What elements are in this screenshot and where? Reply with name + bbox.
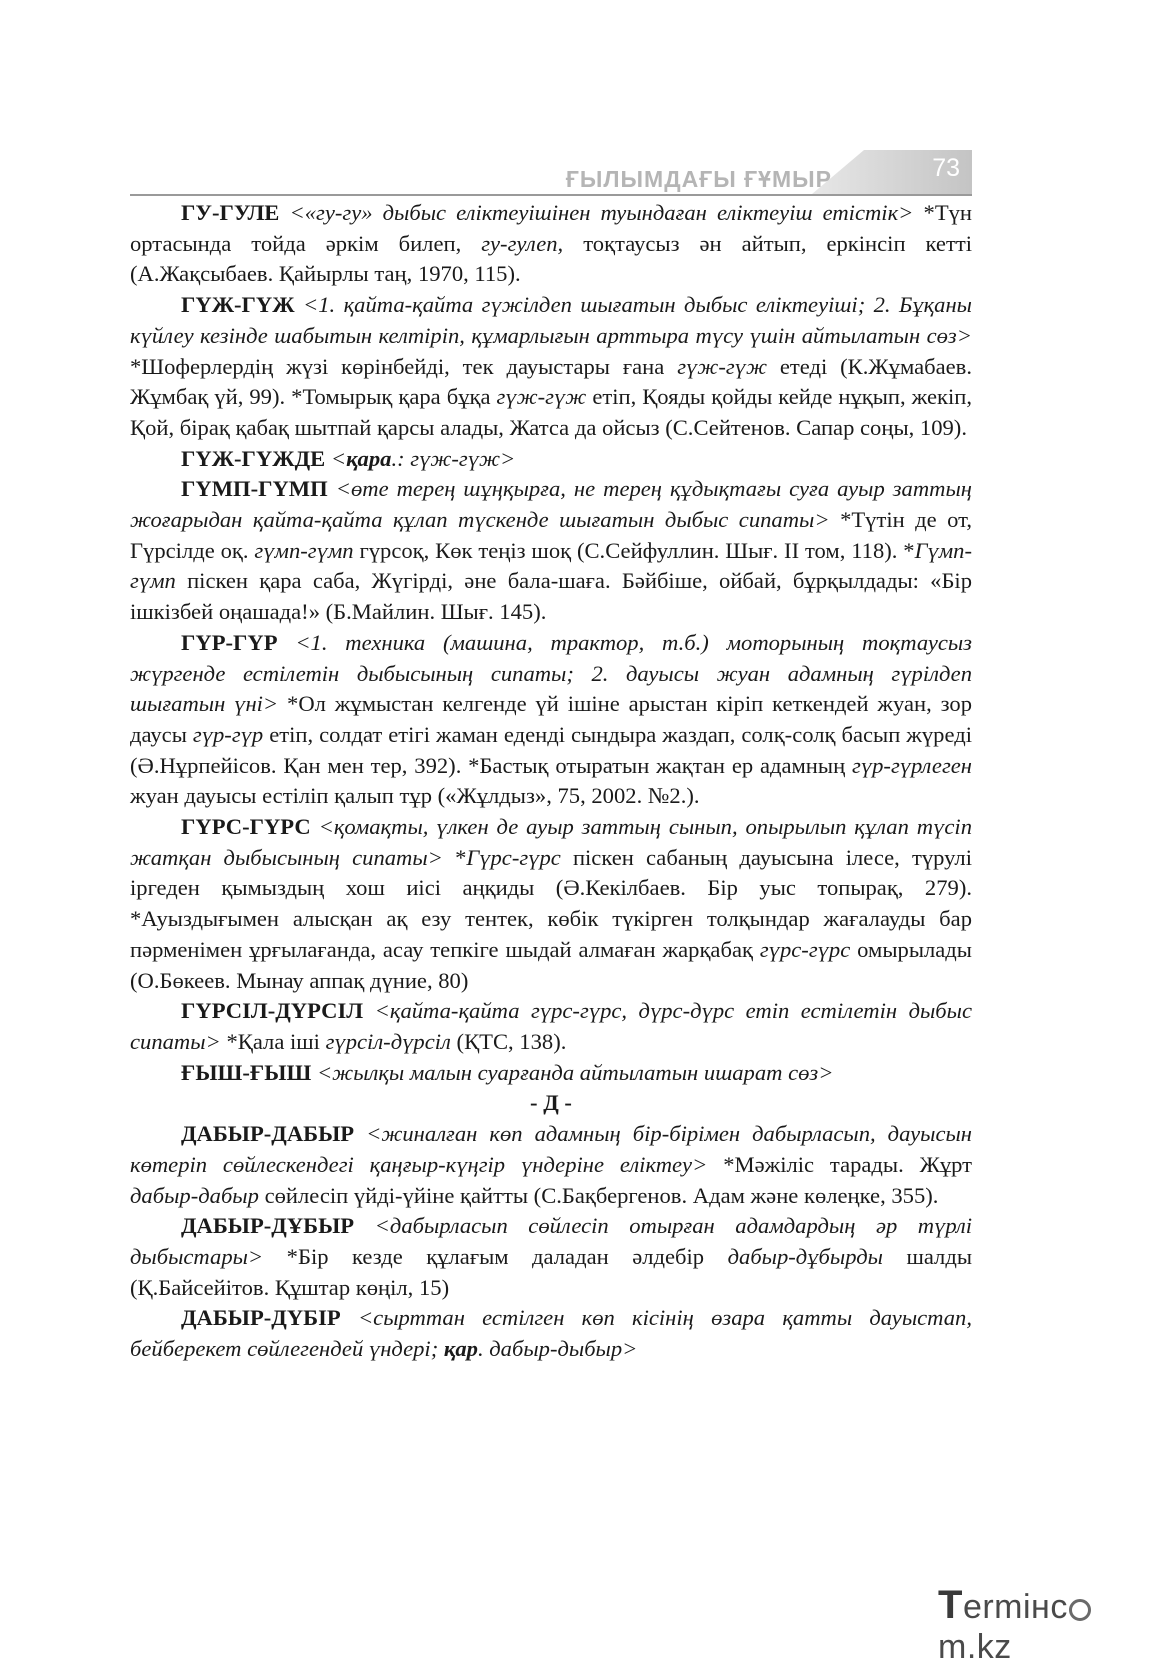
headword: ДАБЫР-ДАБЫР	[181, 1121, 355, 1147]
entry-gur-gur	[130, 628, 972, 812]
example-word: гу-гулеп,	[481, 230, 564, 256]
definition: <1. қайта-қайта гүжілдеп шығатын дыбыс еліктеуіші; 2. Бұқаны күйлеу кезінде шабытын келтіріп, құмарлығын арттыра түсу үшін айтылатын сөз>	[130, 292, 972, 348]
headword: ГҮР-ГҮР	[181, 629, 278, 655]
example-text: *Шоферлердің жүзі көрінбейді, тек дауыстары ғана	[130, 353, 665, 379]
headword: ДАБЫР-ДҮБІР	[181, 1305, 341, 1331]
running-header	[130, 150, 972, 196]
headword: ДАБЫР-ДҰБЫР	[181, 1213, 355, 1239]
headword: ГҮМП-ГҮМП	[181, 476, 328, 502]
headword: ГҮРС-ГҮРС	[181, 814, 311, 840]
definition: <жиналған көп адамның бір-бірімен дабырласып, дауысын көтеріп сөйлескендегі қаңғыр-күңгір үндеріне еліктеу>	[130, 1121, 972, 1177]
headword: ГҮЖ-ГҮЖДЕ	[181, 445, 326, 471]
example-text: етеді (К.Жұмабаев. Жұмбақ үй, 99). *Томырық қара бұқа	[130, 353, 972, 410]
example-text: шалды (Қ.Байсейітов. Құштар көңіл, 15)	[130, 1243, 973, 1300]
example-text: *Бір кезде құлағым даладан әлдебір	[286, 1243, 705, 1269]
example-text: *Түтін де от, Гүрсілде оқ.	[130, 507, 972, 563]
entry-guzh-guzh	[130, 290, 972, 444]
entry-gursil-dursil	[130, 996, 972, 1057]
logo-text-start: ermінc	[962, 1588, 1068, 1626]
entry-dabyr-dubyr	[130, 1211, 972, 1303]
example-word: гүрс-гүрс	[759, 936, 851, 962]
example-text: *Ол жұмыстан келгенде үй ішіне арыстан кіріп кеткендей жуан, зор даусы	[130, 691, 972, 747]
definition-open: <сырттан естілген көп кісінің өзара қатты дауыстап, бейберекет сөйлегендей үндері;	[130, 1305, 972, 1362]
cross-reference: қара	[346, 445, 392, 471]
headword: ҒЫШ-ҒЫШ	[181, 1059, 312, 1085]
entry-gurs-gurs	[130, 812, 972, 996]
termincom-watermark-logo	[938, 1583, 1158, 1666]
definition: <жылқы малын суарғанда айтылатын ишарат сөз>	[316, 1059, 834, 1085]
dictionary-body	[130, 198, 972, 1365]
definition: <1. техника (машина, трактор, т.б.) моторының тоқтаусыз жүргенде естілетін дыбысының сипаты; 2. дауысы жуан адамның гүрілдеп шығатын үні>	[130, 629, 972, 717]
page-number: 73	[932, 154, 960, 182]
example-word: гүрсіл-дүрсіл	[325, 1028, 451, 1054]
definition-open: <	[330, 445, 347, 471]
entry-gump-gump	[130, 474, 972, 628]
definition: <қайта-қайта гүрс-гүрс, дүрс-дүрс етіп естілетін дыбыс сипаты>	[130, 998, 972, 1054]
definition-rest: . дабыр-дыбыр>	[477, 1336, 638, 1362]
headword: ГҮРСІЛ-ДҮРСІЛ	[181, 998, 364, 1024]
entry-gu-gule	[130, 198, 972, 290]
example-word: гүр-гүрлеген	[852, 752, 972, 778]
example-word: гүмп-гүмп	[254, 537, 354, 563]
example-text: омырылады (О.Бөкеев. Мынау аппақ дүние, 80)	[130, 936, 972, 993]
logo-letter-t: T	[938, 1583, 963, 1627]
definition: <дабырласып сөйлесіп отырған адамдардың әр түрлі дыбыстары>	[130, 1213, 972, 1269]
example-word: гүж-гүж	[677, 353, 767, 379]
logo-text-end: m.kz	[938, 1628, 1012, 1666]
example-text: *Түн ортасында тойда әркім билеп,	[130, 200, 973, 256]
headword: ГУ-ГУЛЕ	[181, 200, 280, 225]
example-word: гүр-гүр	[192, 721, 264, 747]
example-word: гүж-гүж	[496, 384, 587, 410]
letter-section-heading: - Д -	[530, 1090, 572, 1116]
definition: <қомақты, үлкен де ауыр заттың сынып, опырылып құлап түсіп жатқан дыбысының сипаты>	[130, 814, 972, 870]
definition: <өте терең шұңқырға, не терең құдықтағы суға ауыр заттың жоғарыдан қайта-қайта құлап түскенде шығатын дыбыс сипаты>	[130, 476, 972, 533]
example-text: тоқтаусыз ән айтып, еркінсіп кетті (А.Жақсыбаев. Қайырлы таң, 1970, 115).	[130, 230, 972, 287]
example-word: дабыр-дабыр	[130, 1182, 259, 1208]
example-text: *Қала іші	[226, 1028, 320, 1054]
entry-dabyr-dabyr	[130, 1119, 972, 1211]
entry-ghysh-ghysh	[130, 1058, 972, 1089]
entry-guzh-guzhde	[130, 444, 972, 475]
example-text: *	[455, 844, 467, 870]
running-title: ҒЫЛЫМДАҒЫ ҒҰМЫР	[565, 166, 832, 192]
example-text: етіп, Қояды қойды кейде нұқып, жекіп, Қой, бірақ қабақ шытпай қарсы алады, Жатса да ойсыз (С.Сейтенов. Сапар соңы, 109).	[130, 384, 972, 440]
example-text: етіп, солдат етігі жаман еденді сындыра жаздап, солқ-солқ басып жүреді (Ә.Нұрпейісов. Қан мен тер, 392). *Бастық отыратын жақтан ер адамның	[130, 721, 972, 778]
header-rule	[130, 194, 972, 196]
headword: ГҮЖ-ГҮЖ	[181, 292, 295, 318]
cross-reference: қар	[443, 1336, 478, 1362]
example-text: піскен сабаның дауысына ілесе, түрулі іргеден қымыздың хош иісі аңқиды (Ә.Кекілбаев. Бір уыс топырақ, 279). *Ауыздығымен алысқан ақ езу тентек, көбік түкірген толқындар жағалауды бар пәрменімен ұрғылағанда, асау тепкіге шыдай алмаған жарқабақ	[130, 844, 972, 962]
example-text: жуан дауысы естіліп қалып тұр («Жұлдыз», 75, 2002. №2.).	[130, 783, 700, 809]
definition-rest: .: гүж-гүж>	[391, 445, 516, 471]
definition: <«гу-гу» дыбыс еліктеуішінен туындаған еліктеуіш етістік>	[289, 200, 914, 225]
example-text: піскен қара саба, Жүгірді, әне бала-шаға. Бәйбіше, ойбай, бұрқылдады: «Бір ішкізбей оңашада!» (Б.Майлин. Шығ. 145).	[130, 568, 972, 625]
example-text: (ҚТС, 138).	[456, 1028, 567, 1054]
example-text: гүрсоқ, Көк теңіз шоқ (С.Сейфуллин. Шығ. ІІ том, 118). *	[359, 537, 915, 563]
example-word: Гүрс-гүрс	[466, 844, 561, 870]
example-word: дабыр-дұбырды	[727, 1243, 883, 1269]
example-word: Гүмп-гүмп	[130, 537, 972, 594]
example-text: *Мәжіліс тарады. Жұрт	[723, 1151, 973, 1177]
entry-dabyr-dubir	[130, 1303, 972, 1364]
logo-ring-icon	[1069, 1599, 1091, 1621]
definition	[331, 446, 515, 471]
example-text: сөйлесіп үйді-үйіне қайтты (С.Бақбергенов. Адам және көлеңке, 355).	[264, 1182, 939, 1208]
